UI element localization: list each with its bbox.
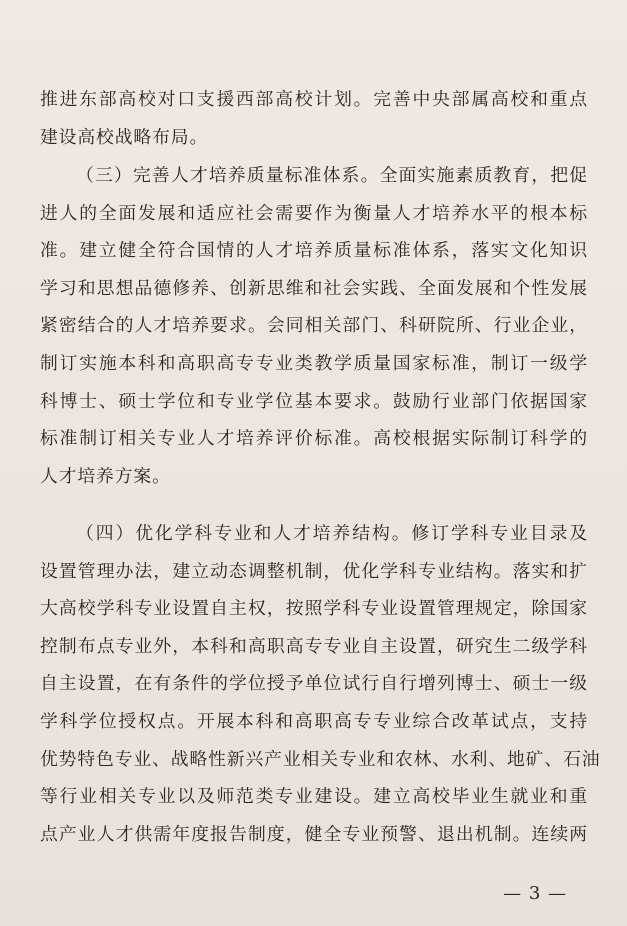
text-line: 控制布点专业外，本科和高职高专专业自主设置，研究生二级学科 bbox=[40, 635, 588, 657]
text-line: 制订实施本科和高职高专专业类教学质量国家标准，制订一级学 bbox=[40, 352, 588, 374]
text-line: 建设高校战略布局。 bbox=[40, 126, 209, 148]
text-line: （三）完善人才培养质量标准体系。全面实施素质教育，把促 bbox=[76, 165, 588, 186]
text-line: 点产业人才供需年度报告制度，健全专业预警、退出机制。连续两 bbox=[40, 823, 588, 845]
paragraph-2 bbox=[40, 157, 588, 495]
text-line: （四）优化学科专业和人才培养结构。修订学科专业目录及 bbox=[76, 523, 588, 544]
text-line: 学科学位授权点。开展本科和高职高专专业综合改革试点，支持 bbox=[40, 710, 588, 732]
paragraph-3 bbox=[40, 515, 601, 853]
page-number: — 3 — bbox=[503, 883, 567, 904]
text-line: 准。建立健全符合国情的人才培养质量标准体系，落实文化知识 bbox=[40, 240, 588, 262]
text-line: 紧密结合的人才培养要求。会同相关部门、科研院所、行业企业， bbox=[40, 315, 588, 337]
text-line: 科博士、硕士学位和专业学位基本要求。鼓励行业部门依据国家 bbox=[40, 390, 588, 412]
text-line: 进人的全面发展和适应社会需要作为衡量人才培养水平的根本标 bbox=[40, 202, 588, 224]
text-line: 人才培养方案。 bbox=[40, 465, 171, 487]
text-line: 推进东部高校对口支援西部高校计划。完善中央部属高校和重点 bbox=[40, 89, 588, 110]
text-line: 等行业相关专业以及师范类专业建设。建立高校毕业生就业和重 bbox=[40, 786, 588, 808]
text-line: 标准制订相关专业人才培养评价标准。高校根据实际制订科学的 bbox=[40, 428, 588, 450]
text-line: 大高校学科专业设置自主权，按照学科专业设置管理规定，除国家 bbox=[40, 598, 588, 620]
paragraph-1 bbox=[40, 81, 588, 156]
text-line: 优势特色专业、战略性新兴产业相关专业和农林、水利、地矿、石油 bbox=[40, 748, 601, 770]
text-line: 学习和思想品德修养、创新思维和社会实践、全面发展和个性发展 bbox=[40, 277, 588, 299]
text-line: 设置管理办法，建立动态调整机制，优化学科专业结构。落实和扩 bbox=[40, 560, 588, 582]
text-line: 自主设置，在有条件的学位授予单位试行自行增列博士、硕士一级 bbox=[40, 673, 588, 695]
